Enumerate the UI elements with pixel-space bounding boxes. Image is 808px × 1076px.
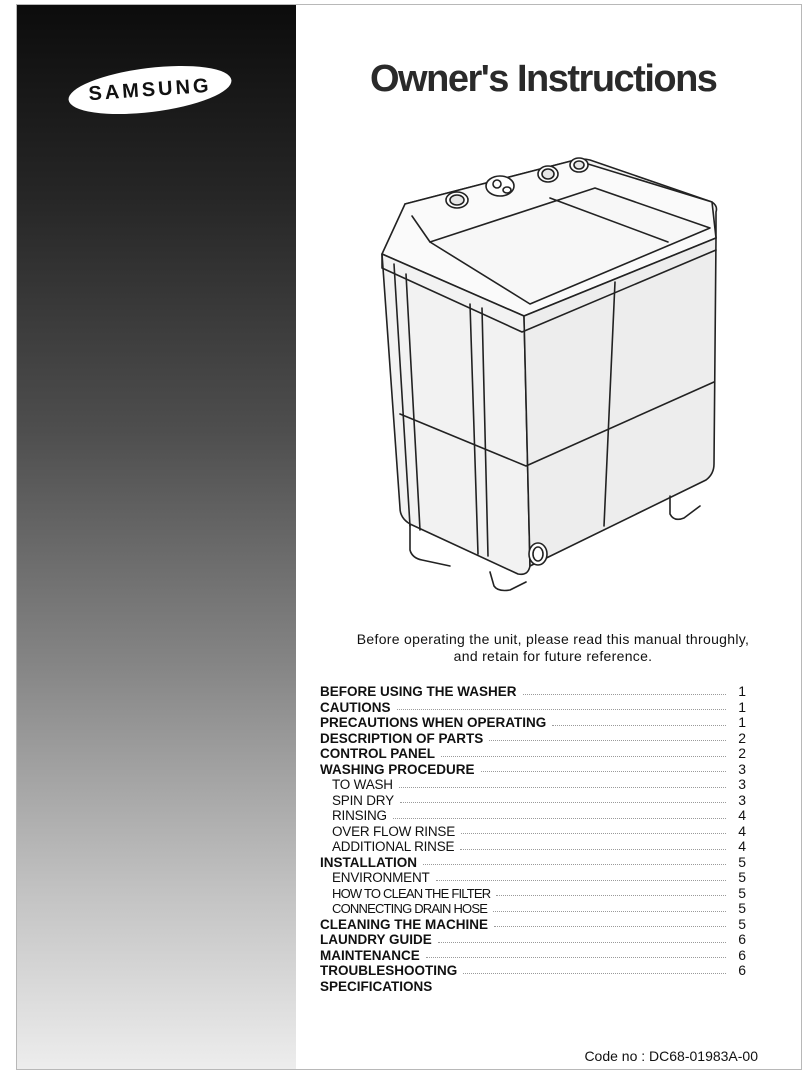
toc-entry [320,963,746,979]
toc-entry-page: 5 [738,915,746,932]
toc-entry [320,917,746,933]
toc-entry-page: 2 [738,745,746,761]
toc-entry [320,777,746,793]
toc-entry [320,684,746,700]
toc-leader-dots [463,972,726,974]
toc-leader-dots [494,925,726,927]
toc-entry-page: 3 [738,776,746,792]
toc-entry-page: 4 [738,838,746,854]
toc-entry-page: 3 [738,760,746,777]
toc-entry-page: 4 [738,807,746,823]
toc-entry-label: PRECAUTIONS WHEN OPERATING [320,715,547,730]
toc-entry [320,793,746,809]
toc-entry-page: 5 [738,853,746,870]
toc-leader-dots [423,863,726,865]
notice-line-1: Before operating the unit, please read this manual throughly, [356,631,750,647]
toc-entry [320,762,746,778]
toc-entry-label: TROUBLESHOOTING [320,963,458,978]
toc-leader-dots [523,693,726,695]
toc-entry-label: CLEANING THE MACHINE [320,916,488,932]
toc-entry-label: BEFORE USING THE WASHER [320,684,517,699]
toc-leader-dots [461,832,726,834]
toc-leader-dots [489,739,726,741]
toc-leader-dots [460,848,726,850]
toc-entry-label: ENVIRONMENT [332,870,430,885]
toc-leader-dots [426,956,726,958]
toc-leader-dots [397,708,727,710]
toc-leader-dots [496,894,726,896]
toc-entry-label: SPECIFICATIONS [320,978,433,994]
toc-entry-label: RINSING [332,808,387,823]
toc-entry-label: CONTROL PANEL [320,746,436,761]
toc-entry-label: MAINTENANCE [320,947,420,963]
toc-entry [320,886,746,902]
toc-entry-label: INSTALLATION [320,854,417,870]
toc-entry-page: 5 [738,900,746,916]
toc-entry-label: DESCRIPTION OF PARTS [320,730,484,746]
toc-entry-label: WASHING PROCEDURE [320,761,475,777]
toc-entry-page: 4 [738,822,746,839]
toc-entry [320,839,746,855]
toc-entry-label: CAUTIONS [320,699,391,715]
toc-entry [320,870,746,886]
toc-leader-dots [399,786,726,788]
toc-leader-dots [400,801,726,803]
read-manual-notice [318,631,788,665]
toc-entry-page: 5 [738,884,746,901]
toc-entry-page: 5 [738,869,746,885]
toc-entry-page: 2 [738,729,746,746]
toc-entry [320,855,746,871]
toc-entry [320,808,746,824]
toc-entry-page: 3 [738,791,746,808]
toc-entry [320,700,746,716]
toc-leader-dots [393,817,726,819]
logo-text: SAMSUNG [87,74,213,105]
toc-leader-dots [436,879,726,881]
toc-leader-dots [481,770,726,772]
toc-entry-label: HOW TO CLEAN THE FILTER [332,885,491,901]
toc-entry [320,715,746,731]
toc-leader-dots [438,941,726,943]
toc-entry-label: SPIN DRY [332,792,394,808]
washing-machine-illustration [370,146,726,592]
toc-entry-page: 1 [738,698,746,715]
toc-leader-dots [441,755,726,757]
toc-entry-label: TO WASH [332,777,393,792]
toc-entry [320,932,746,948]
toc-entry [320,824,746,840]
notice-line-2: and retain for future reference. [453,648,653,664]
toc-leader-dots [552,724,726,726]
toc-entry-page: 1 [738,683,746,699]
toc-entry [320,731,746,747]
toc-entry [320,746,746,762]
page-title: Owner's Instructions [370,58,717,100]
toc-entry-label: OVER FLOW RINSE [332,823,456,839]
toc-entry-page: 1 [738,714,746,730]
samsung-logo [66,60,234,120]
toc-entry-page: 6 [738,931,746,947]
gradient-sidebar [17,5,296,1069]
toc-entry-label: ADDITIONAL RINSE [332,839,455,854]
toc-entry-label: LAUNDRY GUIDE [320,932,432,947]
toc-entry [320,948,746,964]
toc-entry [320,979,746,995]
washing-machine-icon [370,146,726,592]
toc-entry-page: 6 [738,962,746,978]
table-of-contents [320,684,746,994]
toc-entry [320,901,746,917]
toc-entry-page: 6 [738,946,746,963]
toc-leader-dots [493,910,726,912]
toc-entry-label: CONNECTING DRAIN HOSE [332,901,488,916]
document-code: Code no : DC68-01983A-00 [584,1048,758,1064]
